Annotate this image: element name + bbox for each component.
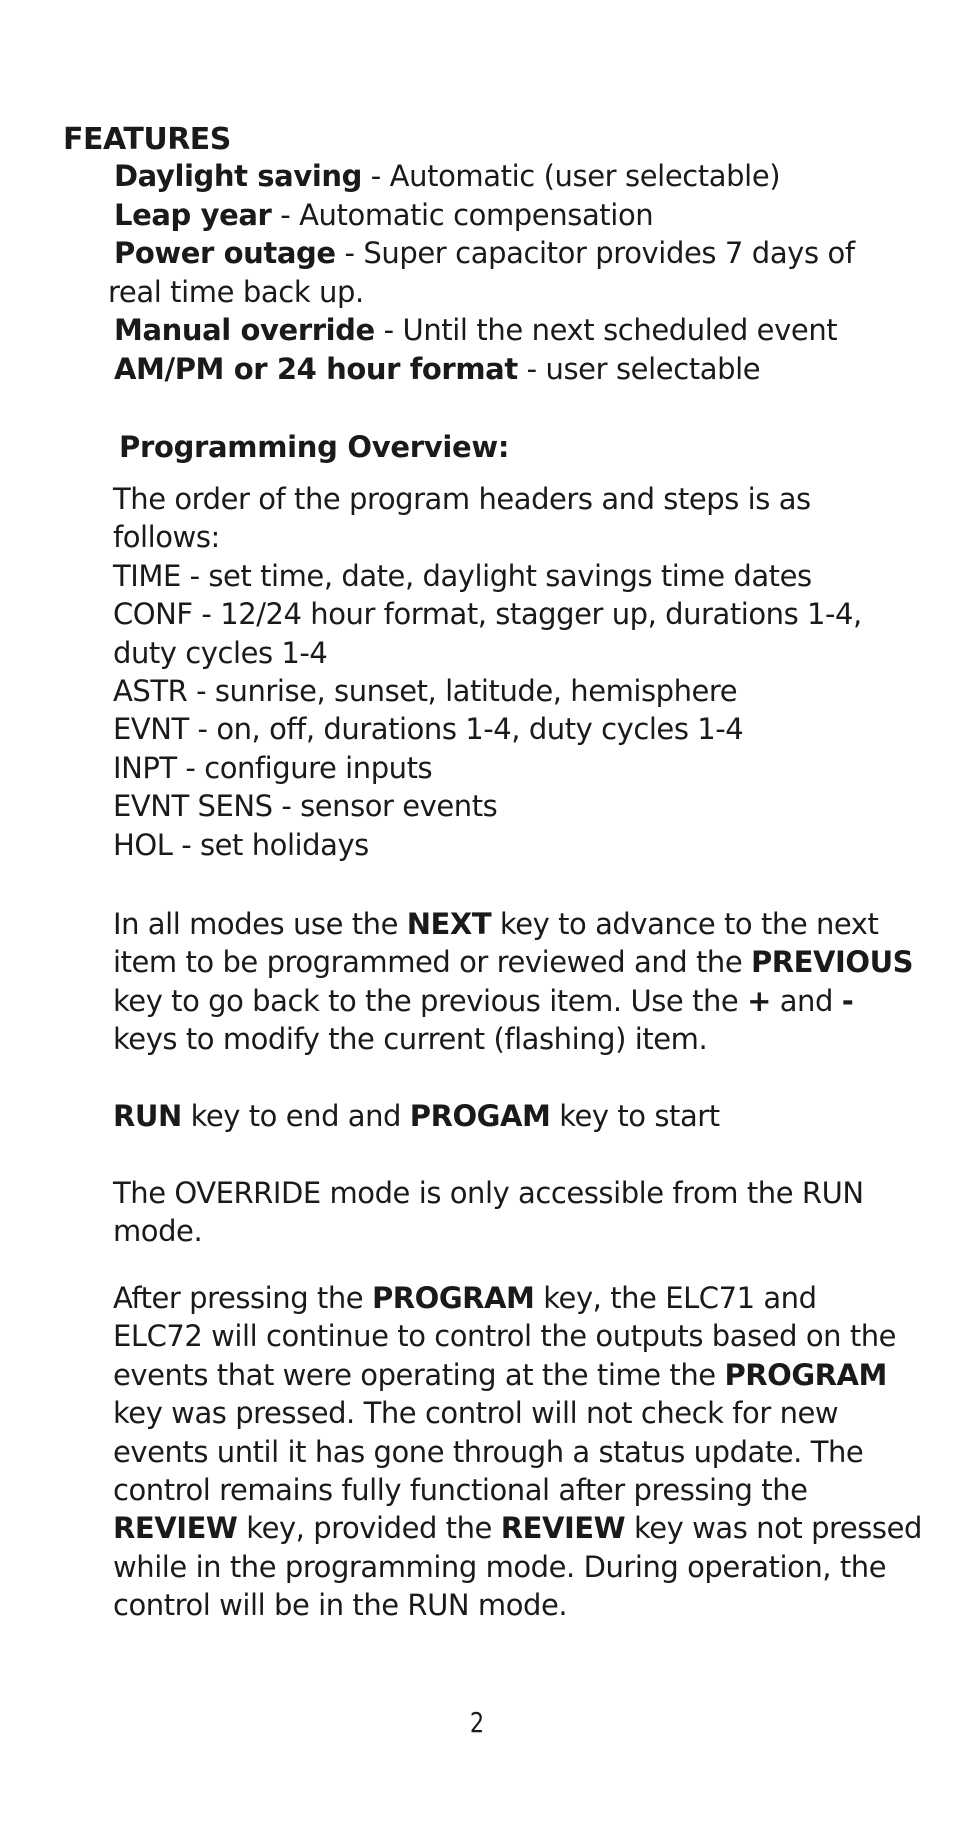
text-run: and — [770, 983, 842, 1018]
header-line-conf-cont: duty cycles 1-4 — [113, 635, 328, 670]
text-run: In all modes use the — [113, 907, 407, 941]
feature-term: Manual override — [114, 313, 375, 347]
text-run: events that were operating at the time the — [113, 1357, 725, 1392]
feature-desc: - Automatic compensation — [271, 197, 654, 232]
paragraph-line: key was pressed. The control will not check for new — [113, 1396, 839, 1431]
feature-desc: - user selectable — [517, 351, 761, 386]
text-run: key to end and — [181, 1099, 410, 1133]
paragraph-line — [113, 905, 913, 943]
feature-term: AM/PM or 24 hour format — [114, 351, 518, 386]
feature-desc: - Super capacitor provides 7 days of — [335, 236, 855, 270]
paragraph-line: The OVERRIDE mode is only accessible from the RUN — [113, 1176, 864, 1210]
run-paragraph — [113, 1097, 913, 1135]
paragraph-line: control remains fully functional after pressing the — [113, 1473, 808, 1508]
header-line-time: TIME - set time, date, daylight savings time dates — [113, 558, 812, 593]
text-run: key to start — [550, 1099, 720, 1133]
paragraph-line: ELC72 will continue to control the outputs based on the — [113, 1319, 897, 1354]
paragraph-line: mode. — [113, 1214, 203, 1249]
header-line-evnt: EVNT - on, off, durations 1-4, duty cycles 1-4 — [113, 712, 744, 747]
paragraph-line — [113, 1509, 922, 1547]
text-run: key, the ELC71 and — [534, 1281, 817, 1315]
key-name: REVIEW — [500, 1511, 626, 1546]
override-paragraph — [113, 1174, 913, 1251]
key-name: PREVIOUS — [751, 945, 914, 980]
feature-desc: - Until the next scheduled event — [374, 313, 838, 347]
header-line-conf: CONF - 12/24 hour format, stagger up, durations 1-4, — [113, 597, 862, 632]
feature-leap-year — [114, 196, 904, 235]
key-name: RUN — [113, 1099, 182, 1133]
intro-line: The order of the program headers and steps is as — [113, 482, 811, 516]
header-line-astr: ASTR - sunrise, sunset, latitude, hemisphere — [113, 674, 738, 709]
paragraph-line — [113, 1097, 913, 1135]
text-run: After pressing the — [113, 1281, 372, 1315]
feature-term: Leap year — [114, 197, 272, 232]
text-run: key was not pressed — [625, 1511, 922, 1546]
programming-overview-heading: Programming Overview: — [119, 430, 510, 464]
feature-term: Daylight saving — [114, 159, 362, 193]
paragraph-line: control will be in the RUN mode. — [113, 1588, 568, 1623]
key-name: PROGRAM — [724, 1357, 887, 1392]
program-key-paragraph — [113, 1279, 922, 1625]
key-name: - — [841, 983, 854, 1018]
paragraph-line — [113, 1279, 913, 1317]
key-name: REVIEW — [113, 1511, 238, 1546]
program-headers-section — [113, 480, 913, 864]
feature-daylight-saving — [114, 157, 904, 196]
key-name: PROGAM — [409, 1099, 551, 1133]
feature-desc: - Automatic (user selectable) — [361, 159, 781, 193]
key-name: NEXT — [406, 907, 492, 941]
paragraph-line: while in the programming mode. During operation, the — [113, 1549, 887, 1584]
text-run: item to be programmed or reviewed and the — [113, 945, 751, 980]
feature-time-format — [114, 350, 904, 389]
header-line-hol: HOL - set holidays — [113, 827, 369, 862]
paragraph-line — [113, 1356, 913, 1394]
paragraph-line: keys to modify the current (flashing) item. — [113, 1022, 708, 1057]
text-run: key to go back to the previous item. Use the — [113, 983, 748, 1018]
key-name: PROGRAM — [371, 1281, 535, 1315]
features-list — [108, 157, 904, 388]
page-number: 2 — [469, 1706, 485, 1739]
feature-power-outage — [108, 234, 904, 311]
paragraph-line — [113, 943, 913, 981]
intro-line: follows: — [113, 520, 220, 555]
keys-paragraph — [113, 905, 913, 1059]
paragraph-line — [113, 982, 913, 1020]
header-line-evnt-sens: EVNT SENS - sensor events — [113, 789, 498, 824]
feature-manual-override — [114, 311, 904, 350]
text-run: key, provided the — [237, 1511, 501, 1546]
feature-desc-continued: real time back up. — [108, 274, 364, 309]
text-run: key to advance to the next — [491, 907, 879, 941]
key-name: + — [747, 983, 771, 1018]
header-line-inpt: INPT - configure inputs — [113, 750, 433, 785]
feature-term: Power outage — [114, 236, 336, 270]
features-heading: FEATURES — [63, 122, 231, 157]
paragraph-line: events until it has gone through a status update. The — [113, 1434, 864, 1469]
